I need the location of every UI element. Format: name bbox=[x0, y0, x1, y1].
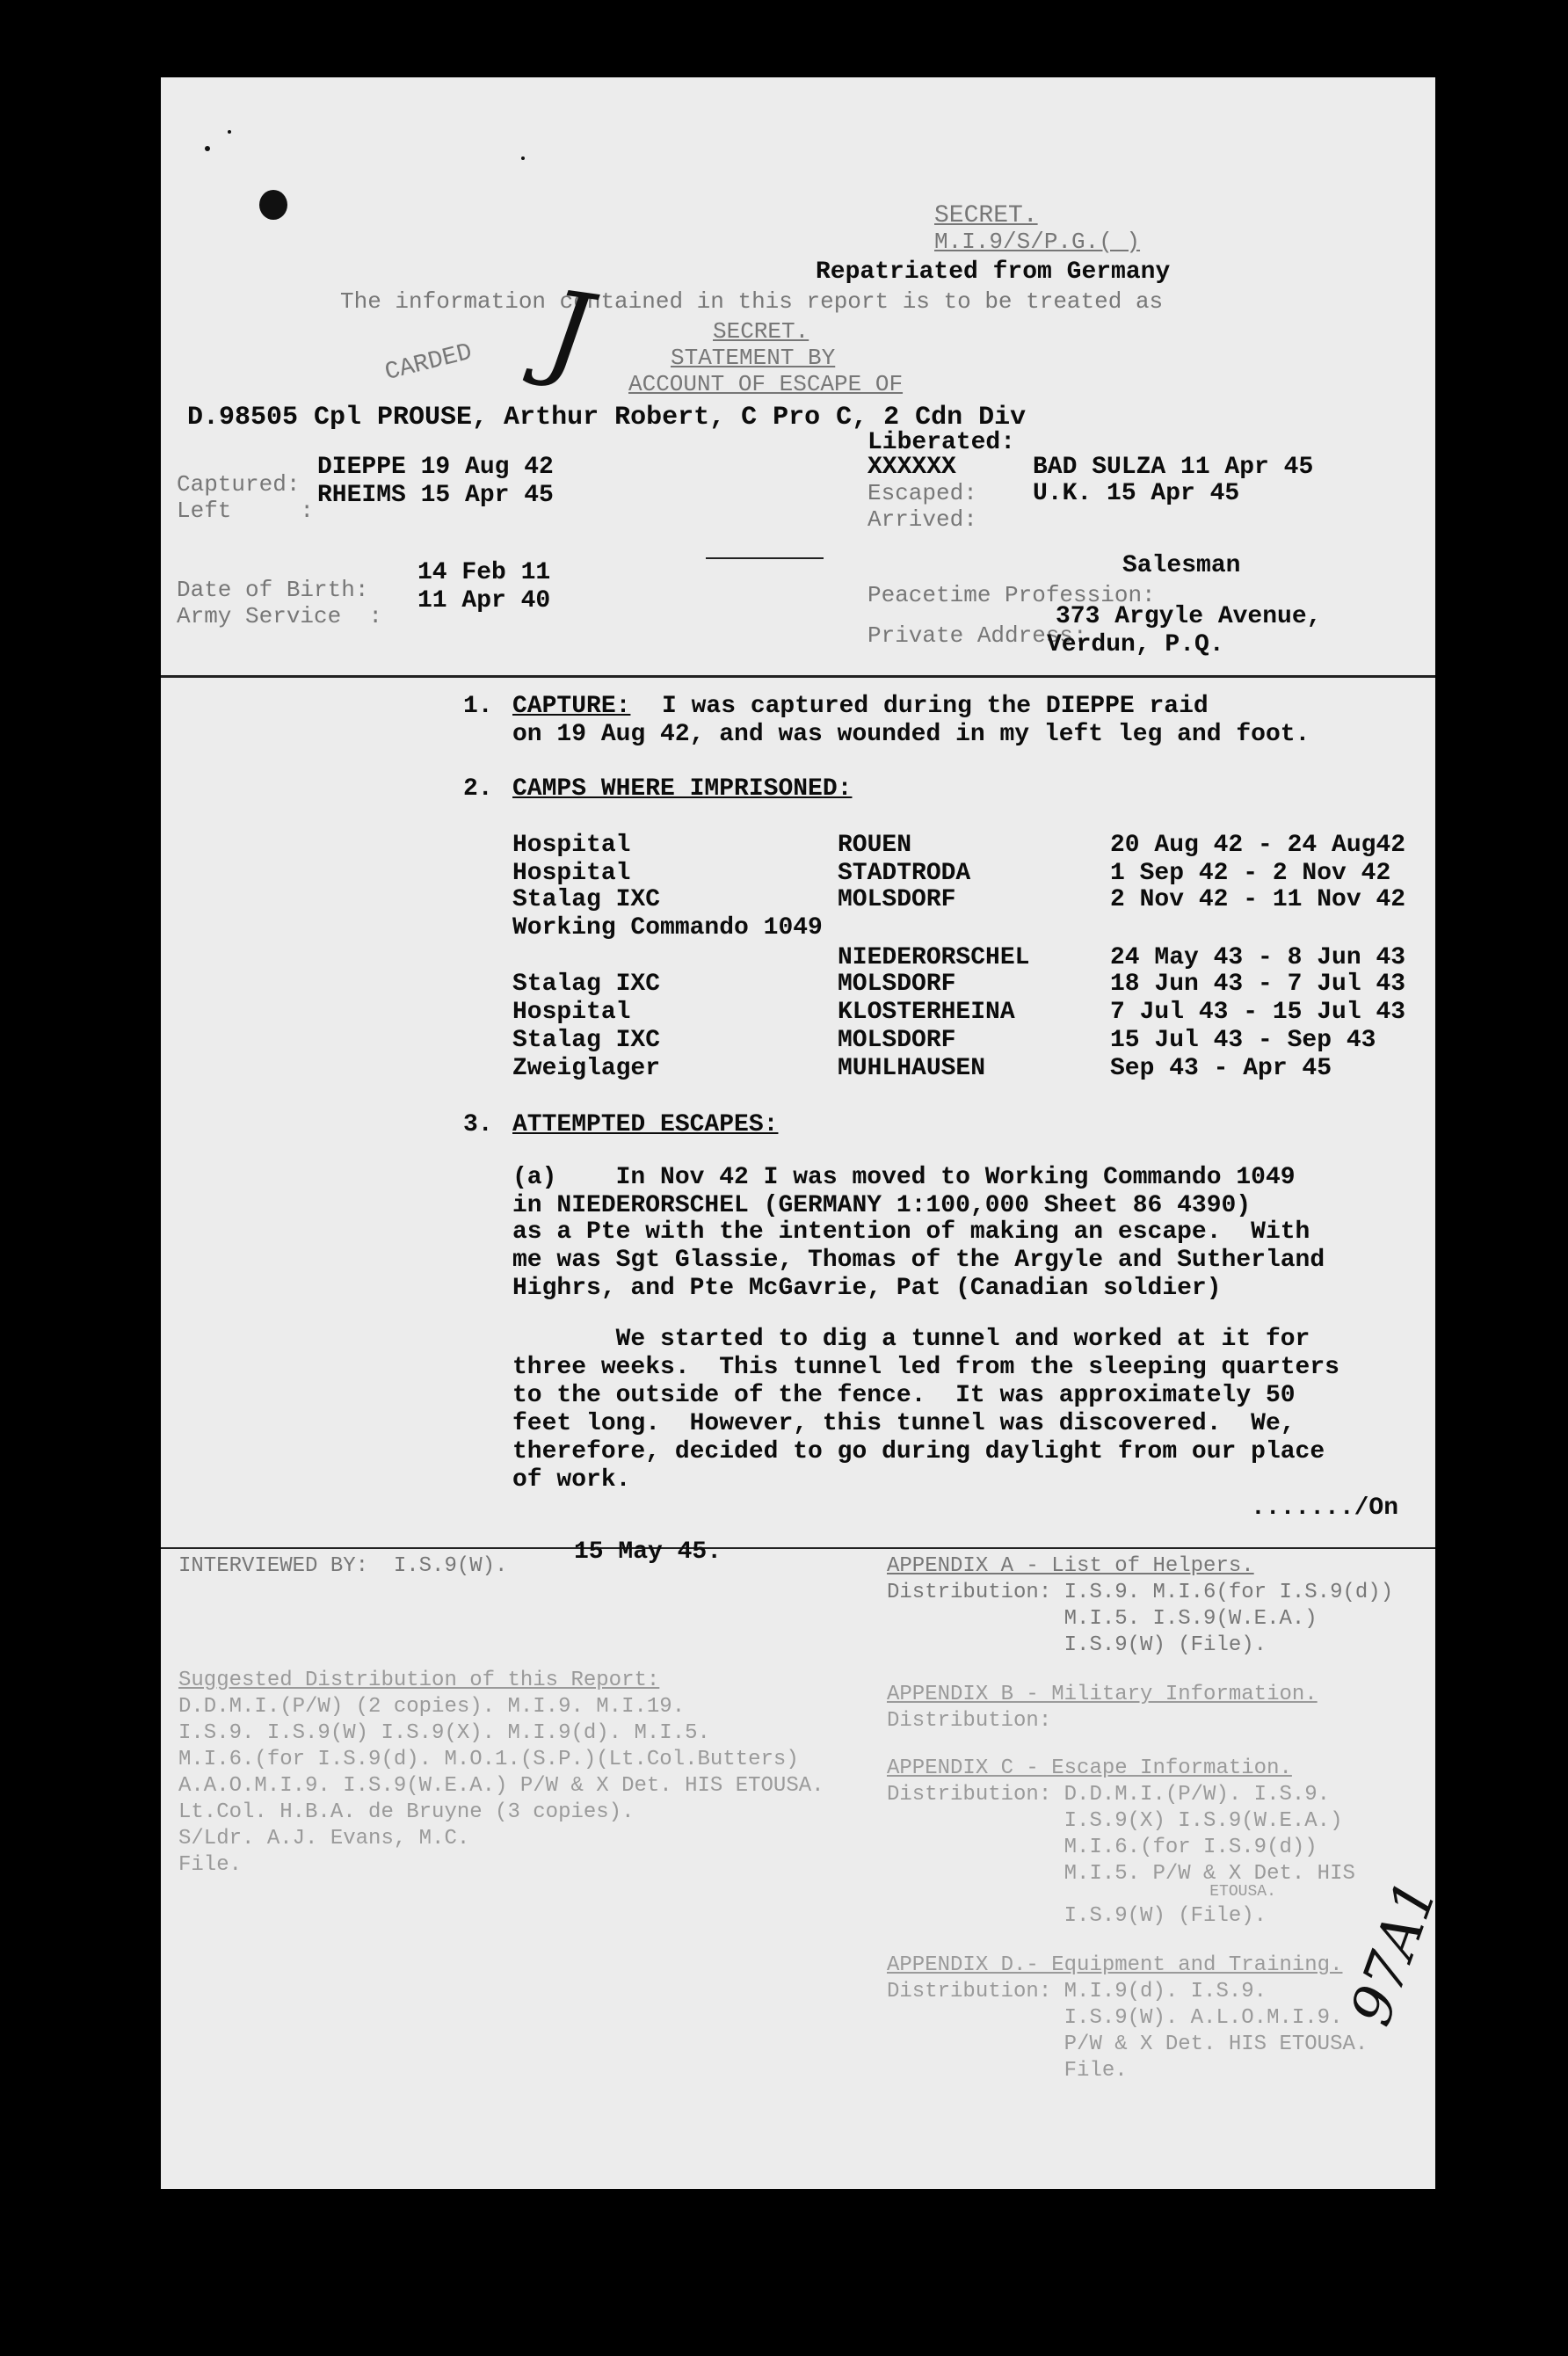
captured-value: DIEPPE 19 Aug 42 bbox=[317, 454, 554, 481]
camp-type: Hospital bbox=[512, 860, 631, 887]
profession-label: Peacetime Profession: bbox=[867, 582, 1156, 608]
camp-place: KLOSTERHEINA bbox=[838, 999, 1015, 1026]
suggested-distribution-line: A.A.O.M.I.9. I.S.9(W.E.A.) P/W & X Det. HIS ETOUSA. bbox=[178, 1774, 824, 1798]
report-date: 15 May 45. bbox=[574, 1538, 722, 1566]
liberated-value: BAD SULZA 11 Apr 45 bbox=[1033, 454, 1314, 481]
arrived-value: U.K. 15 Apr 45 bbox=[1033, 480, 1240, 507]
address-line2: Verdun, P.Q. bbox=[1047, 631, 1224, 658]
camp-type: Working Commando 1049 bbox=[512, 914, 823, 942]
carded-stamp: CARDED bbox=[382, 338, 475, 388]
dob-value: 14 Feb 11 bbox=[417, 559, 551, 586]
appendix-b-title: APPENDIX B - Military Information. bbox=[887, 1683, 1318, 1706]
camp-place: STADTRODA bbox=[838, 860, 971, 887]
escape-para-b-line: of work. bbox=[512, 1466, 631, 1494]
appendix-d-dist-line: P/W & X Det. HIS ETOUSA. bbox=[887, 2032, 1368, 2056]
subject-line: D.98505 Cpl PROUSE, Arthur Robert, C Pro C, 2 Cdn Div bbox=[187, 403, 1027, 433]
camp-dates: 20 Aug 42 - 24 Aug42 bbox=[1110, 832, 1406, 859]
escape-para-b-line: We started to dig a tunnel and worked at it for bbox=[512, 1326, 1310, 1353]
ink-speck bbox=[205, 146, 210, 151]
suggested-distribution-line: D.D.M.I.(P/W) (2 copies). M.I.9. M.I.19. bbox=[178, 1695, 686, 1719]
appendix-c-dist-line: ETOUSA. bbox=[887, 1883, 1276, 1901]
camp-type: Stalag IXC bbox=[512, 971, 661, 998]
escape-para-a-line: in NIEDERORSCHEL (GERMANY 1:100,000 Sheet 86 4390) bbox=[512, 1192, 1252, 1219]
appendix-a-dist-line: I.S.9(W) (File). bbox=[887, 1633, 1267, 1657]
section1-text1: I was captured during the DIEPPE raid bbox=[662, 693, 1209, 720]
appendix-c-dist-line: M.I.6.(for I.S.9(d)) bbox=[887, 1836, 1318, 1859]
camp-type: Stalag IXC bbox=[512, 1027, 661, 1054]
escape-para-a-line: me was Sgt Glassie, Thomas of the Argyle and Sutherland bbox=[512, 1247, 1325, 1274]
camp-dates: 1 Sep 42 - 2 Nov 42 bbox=[1110, 860, 1391, 887]
profession-value: Salesman bbox=[1122, 552, 1241, 579]
suggested-distribution-line: File. bbox=[178, 1853, 243, 1877]
divider-rule bbox=[161, 675, 1435, 678]
escape-para-a-line: Highrs, and Pte McGavrie, Pat (Canadian soldier) bbox=[512, 1275, 1222, 1302]
info-secret: SECRET. bbox=[713, 318, 809, 345]
camp-place: NIEDERORSCHEL bbox=[838, 944, 1030, 971]
statement-by: STATEMENT BY bbox=[671, 345, 836, 371]
address-line1: 373 Argyle Avenue, bbox=[1056, 603, 1322, 630]
camp-place: MOLSDORF bbox=[838, 1027, 956, 1054]
escaped-label: Escaped: bbox=[867, 480, 977, 506]
section3-title: ATTEMPTED ESCAPES: bbox=[512, 1111, 779, 1138]
address-label: Private Address: bbox=[867, 622, 1087, 649]
appendix-c-dist-line: I.S.9(X) I.S.9(W.E.A.) bbox=[887, 1809, 1343, 1833]
section1-title: CAPTURE: bbox=[512, 693, 631, 720]
camp-place: MUHLHAUSEN bbox=[838, 1055, 986, 1082]
camp-dates: 2 Nov 42 - 11 Nov 42 bbox=[1110, 886, 1406, 913]
army-service-label: Army Service : bbox=[177, 603, 383, 629]
escape-para-b-line: feet long. However, this tunnel was discovered. We, bbox=[512, 1410, 1296, 1437]
punch-hole bbox=[259, 190, 287, 220]
camp-type: Hospital bbox=[512, 999, 631, 1026]
short-rule bbox=[706, 557, 824, 559]
repatriated-heading: Repatriated from Germany bbox=[816, 258, 1171, 286]
appendix-a-title: APPENDIX A - List of Helpers. bbox=[887, 1554, 1254, 1578]
handwritten-page-mark: 97A1 bbox=[1339, 1872, 1451, 2034]
section2-title: CAMPS WHERE IMPRISONED: bbox=[512, 775, 853, 803]
appendix-c-dist-line: Distribution: D.D.M.I.(P/W). I.S.9. bbox=[887, 1783, 1331, 1807]
army-service-value: 11 Apr 40 bbox=[417, 587, 551, 614]
liberated-label: Liberated: bbox=[867, 429, 1016, 456]
appendix-d-dist-line: I.S.9(W). A.L.O.M.I.9. bbox=[887, 2006, 1343, 2030]
escape-para-b-line: three weeks. This tunnel led from the sleeping quarters bbox=[512, 1354, 1339, 1381]
xxxxxx: XXXXXX bbox=[867, 454, 956, 481]
section1-number: 1. bbox=[463, 693, 493, 720]
camp-place: MOLSDORF bbox=[838, 971, 956, 998]
account-of-escape: ACCOUNT OF ESCAPE OF bbox=[628, 371, 904, 397]
suggested-distribution-line: S/Ldr. A.J. Evans, M.C. bbox=[178, 1827, 470, 1851]
appendix-d-dist-line: File. bbox=[887, 2059, 1128, 2083]
suggested-distribution-title: Suggested Distribution of this Report: bbox=[178, 1669, 660, 1692]
camp-dates: 18 Jun 43 - 7 Jul 43 bbox=[1110, 971, 1406, 998]
document-page bbox=[161, 77, 1451, 2189]
appendix-c-dist-line: I.S.9(W) (File). bbox=[887, 1904, 1267, 1928]
suggested-distribution-line: Lt.Col. H.B.A. de Bruyne (3 copies). bbox=[178, 1800, 635, 1824]
arrived-label: Arrived: bbox=[867, 506, 977, 533]
appendix-d-title: APPENDIX D.- Equipment and Training. bbox=[887, 1953, 1343, 1977]
suggested-distribution-line: I.S.9. I.S.9(W) I.S.9(X). M.I.9(d). M.I.5. bbox=[178, 1721, 710, 1745]
appendix-a-dist-line: Distribution: I.S.9. M.I.6(for I.S.9(d)) bbox=[887, 1581, 1394, 1604]
appendix-a-dist-line: M.I.5. I.S.9(W.E.A.) bbox=[887, 1607, 1318, 1631]
camp-dates: Sep 43 - Apr 45 bbox=[1110, 1055, 1332, 1082]
camp-place: MOLSDORF bbox=[838, 886, 956, 913]
info-line: The information contained in this report is to be treated as bbox=[340, 288, 1164, 315]
handwritten-initial: J bbox=[539, 268, 599, 396]
section3-number: 3. bbox=[463, 1111, 493, 1138]
captured-label: Captured: bbox=[177, 471, 301, 498]
escape-para-a-line: as a Pte with the intention of making an escape. With bbox=[512, 1218, 1310, 1246]
ink-speck bbox=[521, 156, 525, 160]
camp-type: Stalag IXC bbox=[512, 886, 661, 913]
camp-dates: 24 May 43 - 8 Jun 43 bbox=[1110, 944, 1406, 971]
appendix-c-title: APPENDIX C - Escape Information. bbox=[887, 1756, 1292, 1780]
camp-dates: 15 Jul 43 - Sep 43 bbox=[1110, 1027, 1376, 1054]
interviewed-by: INTERVIEWED BY: I.S.9(W). bbox=[178, 1554, 508, 1578]
escape-para-b-line: therefore, decided to go during daylight from our place bbox=[512, 1438, 1325, 1465]
camp-type: Zweiglager bbox=[512, 1055, 661, 1082]
escape-para-b-line: to the outside of the fence. It was approximately 50 bbox=[512, 1382, 1296, 1409]
left-label: Left : bbox=[177, 498, 315, 524]
appendix-d-dist-line: Distribution: M.I.9(d). I.S.9. bbox=[887, 1980, 1267, 2003]
continued-marker: ......./On bbox=[1251, 1494, 1399, 1522]
section1-text2: on 19 Aug 42, and was wounded in my left leg and foot. bbox=[512, 721, 1310, 748]
secret-marking: SECRET. bbox=[934, 202, 1038, 229]
footer-rule bbox=[161, 1547, 1435, 1549]
reference-number: M.I.9/S/P.G.( ) bbox=[934, 229, 1141, 255]
suggested-distribution-line: M.I.6.(for I.S.9(d). M.O.1.(S.P.)(Lt.Col.Butters) bbox=[178, 1748, 799, 1771]
camp-place: ROUEN bbox=[838, 832, 912, 859]
ink-speck bbox=[228, 130, 231, 134]
escape-para-a-line: (a) In Nov 42 I was moved to Working Commando 1049 bbox=[512, 1164, 1296, 1191]
camp-type: Hospital bbox=[512, 832, 631, 859]
appendix-b-dist: Distribution: bbox=[887, 1709, 1052, 1733]
section2-number: 2. bbox=[463, 775, 493, 803]
dob-label: Date of Birth: bbox=[177, 577, 369, 603]
camp-dates: 7 Jul 43 - 15 Jul 43 bbox=[1110, 999, 1406, 1026]
left-value: RHEIMS 15 Apr 45 bbox=[317, 482, 554, 509]
appendix-c-dist-line: M.I.5. P/W & X Det. HIS bbox=[887, 1862, 1355, 1886]
